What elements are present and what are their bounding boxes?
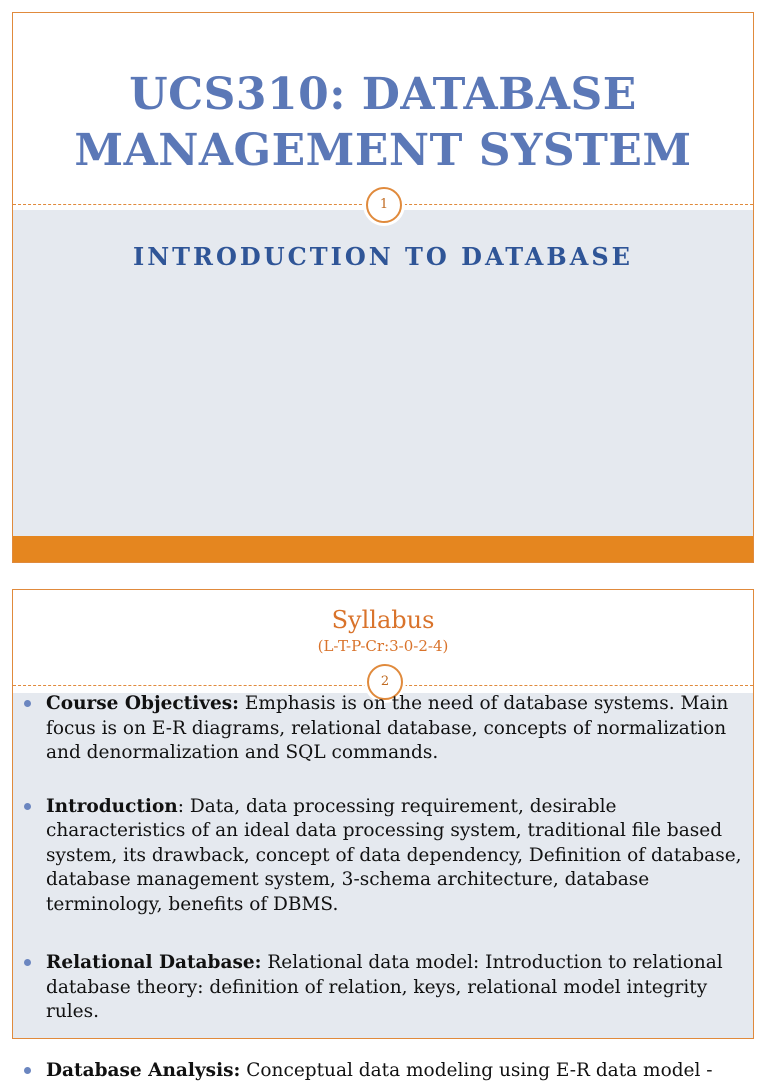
slide-subtitle: INTRODUCTION TO DATABASE <box>13 242 753 271</box>
slide-2 <box>12 589 754 1039</box>
footer-bar <box>13 536 753 562</box>
bullet-text: Emphasis is on the need of database systems. Main focus is on E-R diagrams, relational database, concepts of normalization and denormalization and SQL commands. <box>46 693 728 763</box>
slide-number: 1 <box>366 187 402 223</box>
list-item <box>13 1059 753 1083</box>
bullet-text: Relational data model: Introduction to relational database theory: definition of relation, keys, relational model integrity rules. <box>46 952 723 1022</box>
bullet-label: Course Objectives: <box>46 693 239 714</box>
bullet-label: Database Analysis: <box>46 1060 240 1081</box>
bullet-label: Introduction <box>46 796 178 817</box>
slide-title-line-1: UCS310: DATABASE <box>13 67 753 123</box>
list-item <box>13 692 753 766</box>
credit-info: (L-T-P-Cr:3-0-2-4) <box>13 637 753 655</box>
bullet-icon <box>24 700 31 707</box>
bullet-icon <box>24 959 31 966</box>
bullet-text: Conceptual data modeling using E-R data model - <box>240 1060 712 1081</box>
slide-number: 2 <box>367 664 403 700</box>
bullet-icon <box>24 1067 31 1074</box>
slide-number-badge <box>363 184 405 226</box>
bullet-icon <box>24 803 31 810</box>
syllabus-title: Syllabus <box>13 606 753 634</box>
bullet-text: : Data, data processing requirement, desirable characteristics of an ideal data processing system, traditional file based system, its drawback, concept of data dependency, Definition of database, database management system, 3-schema architecture, database terminology, benefits of DBMS. <box>46 796 742 915</box>
list-item <box>13 795 753 918</box>
slide-1 <box>12 12 754 563</box>
list-item <box>13 951 753 1025</box>
slide-title <box>13 67 753 179</box>
bullet-label: Relational Database: <box>46 952 261 973</box>
slide-title-line-2: MANAGEMENT SYSTEM <box>13 123 753 179</box>
syllabus-list <box>13 692 753 1083</box>
